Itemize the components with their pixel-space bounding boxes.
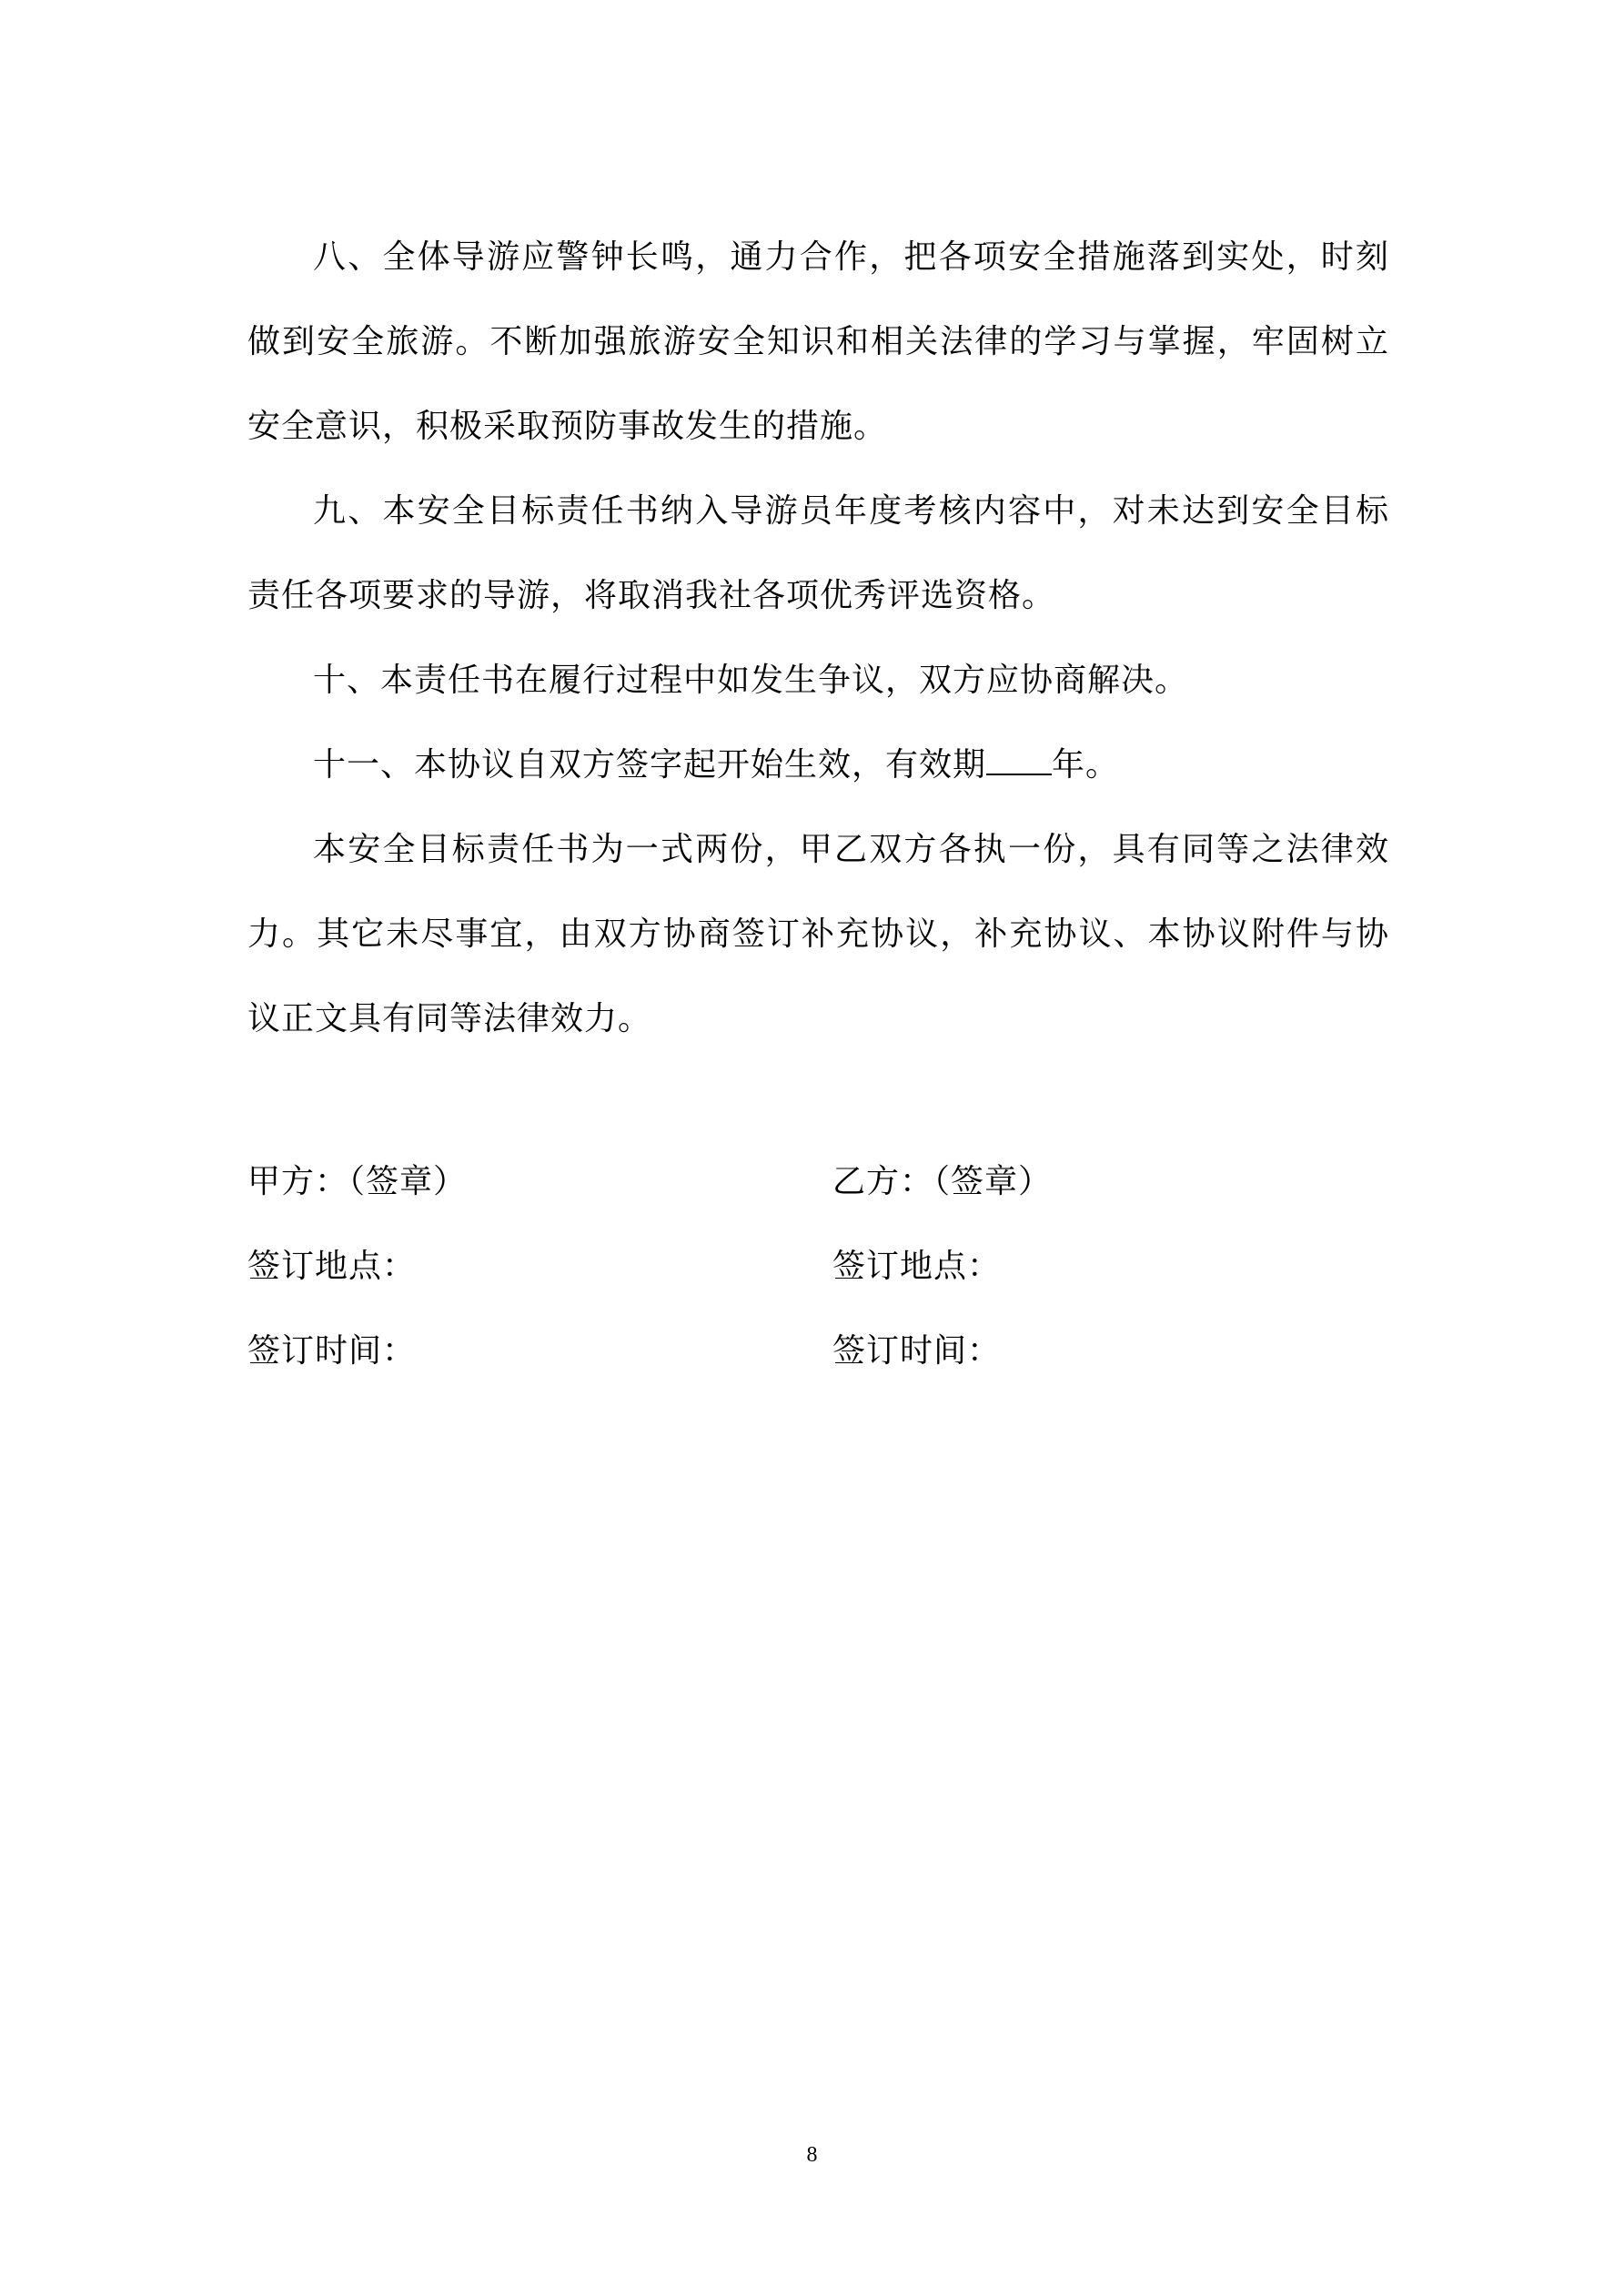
closing-paragraph: 本安全目标责任书为一式两份，甲乙双方各执一份，具有同等之法律效力。其它未尽事宜，由双方协商签订补充协议，补充协议、本协议附件与协议正文具有同等法律效力。 — [247, 831, 1389, 1037]
clause-eight: 八、全体导游应警钟长鸣，通力合作，把各项安全措施落到实处，时刻做到安全旅游。不断加强旅游安全知识和相关法律的学习与掌握，牢固树立安全意识，积极采取预防事故发生的措施。 — [247, 238, 1389, 445]
clause-nine: 九、本安全目标责任书纳入导游员年度考核内容中，对未达到安全目标责任各项要求的导游，将取消我社各项优秀评选资格。 — [247, 492, 1389, 614]
party-a-time: 签订时间： — [247, 1332, 417, 1370]
page-number: 8 — [806, 2143, 818, 2167]
party-b-place: 签订地点： — [832, 1248, 1002, 1285]
party-a-place: 签订地点： — [247, 1248, 417, 1285]
clause-eleven-suffix: 年。 — [1052, 746, 1120, 784]
signature-row-time — [247, 1309, 1389, 1393]
signature-row-place — [247, 1224, 1389, 1309]
clause-ten: 十、本责任书在履行过程中如发生争议，双方应协商解决。 — [313, 662, 1189, 699]
clause-eleven — [247, 723, 1389, 807]
signature-row-parties — [247, 1139, 1389, 1224]
party-b-label: 乙方：（签章） — [832, 1163, 1053, 1200]
body-text — [247, 215, 1389, 1061]
signature-block — [247, 1139, 1389, 1393]
party-b-time: 签订时间： — [832, 1332, 1002, 1370]
validity-years-blank — [986, 746, 1052, 775]
clause-eleven-text: 十一、本协议自双方签字起开始生效，有效期 — [313, 746, 987, 784]
party-a-label: 甲方：（签章） — [247, 1163, 468, 1200]
